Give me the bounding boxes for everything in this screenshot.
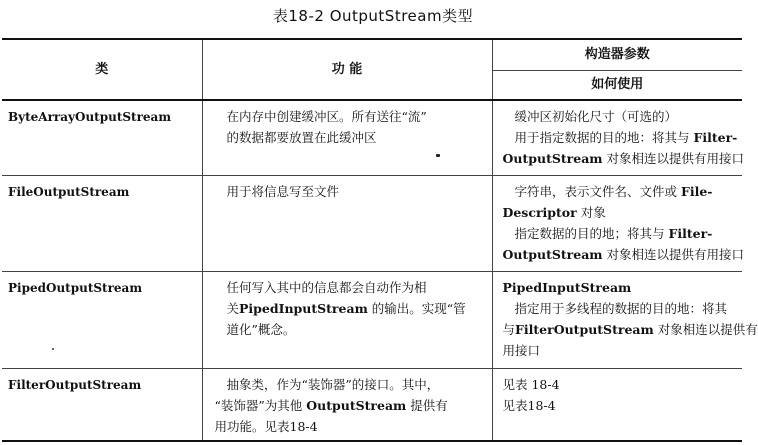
table-row: [2, 175, 742, 271]
header-class: 类: [2, 39, 202, 100]
ctor-cell: PipedInputStream 指定用于多线程的数据的目的地：将其 与FilterOutputStream 对象相连以提供有 用接口: [492, 271, 742, 368]
header-ctor-args: 构造器参数: [492, 39, 742, 70]
class-name: FileOutputStream: [2, 175, 202, 271]
header-function: 功 能: [202, 39, 492, 100]
class-name: FilterOutputStream: [2, 368, 202, 441]
ctor-cell: 缓冲区初始化尺寸（可选的） 用于指定数据的目的地：将其与 Filter- OutputStream 对象相连以提供有用接口: [492, 100, 742, 175]
scan-speck: [52, 348, 54, 350]
table-row: [2, 271, 742, 368]
ctor-cell: 字符串，表示文件名、文件或 File- Descriptor 对象 指定数据的目的地；将其与 Filter- OutputStream 对象相连以提供有用接口: [492, 175, 742, 271]
table-row: [2, 100, 742, 175]
function-cell: 抽象类，作为“装饰器”的接口。其中， “装饰器”为其他 OutputStream 提供有 用功能。见表18-4: [202, 368, 492, 441]
function-cell: 用于将信息写至文件: [202, 175, 492, 271]
ctor-cell: 见表 18-4 见表18-4: [492, 368, 742, 441]
table-row: [2, 368, 742, 441]
function-cell: 在内存中创建缓冲区。所有送往“流” 的数据都要放置在此缓冲区: [202, 100, 492, 175]
output-stream-table: [2, 38, 758, 442]
function-cell: 任何写入其中的信息都会自动作为相 关PipedInputStream 的输出。实现“管 道化”概念。: [202, 271, 492, 368]
scan-speck: [436, 154, 440, 157]
header-usage: 如何使用: [492, 70, 742, 100]
class-name: PipedOutputStream: [2, 271, 202, 368]
table-title: 表18-2 OutputStream类型: [272, 7, 474, 25]
class-name: ByteArrayOutputStream: [2, 100, 202, 175]
